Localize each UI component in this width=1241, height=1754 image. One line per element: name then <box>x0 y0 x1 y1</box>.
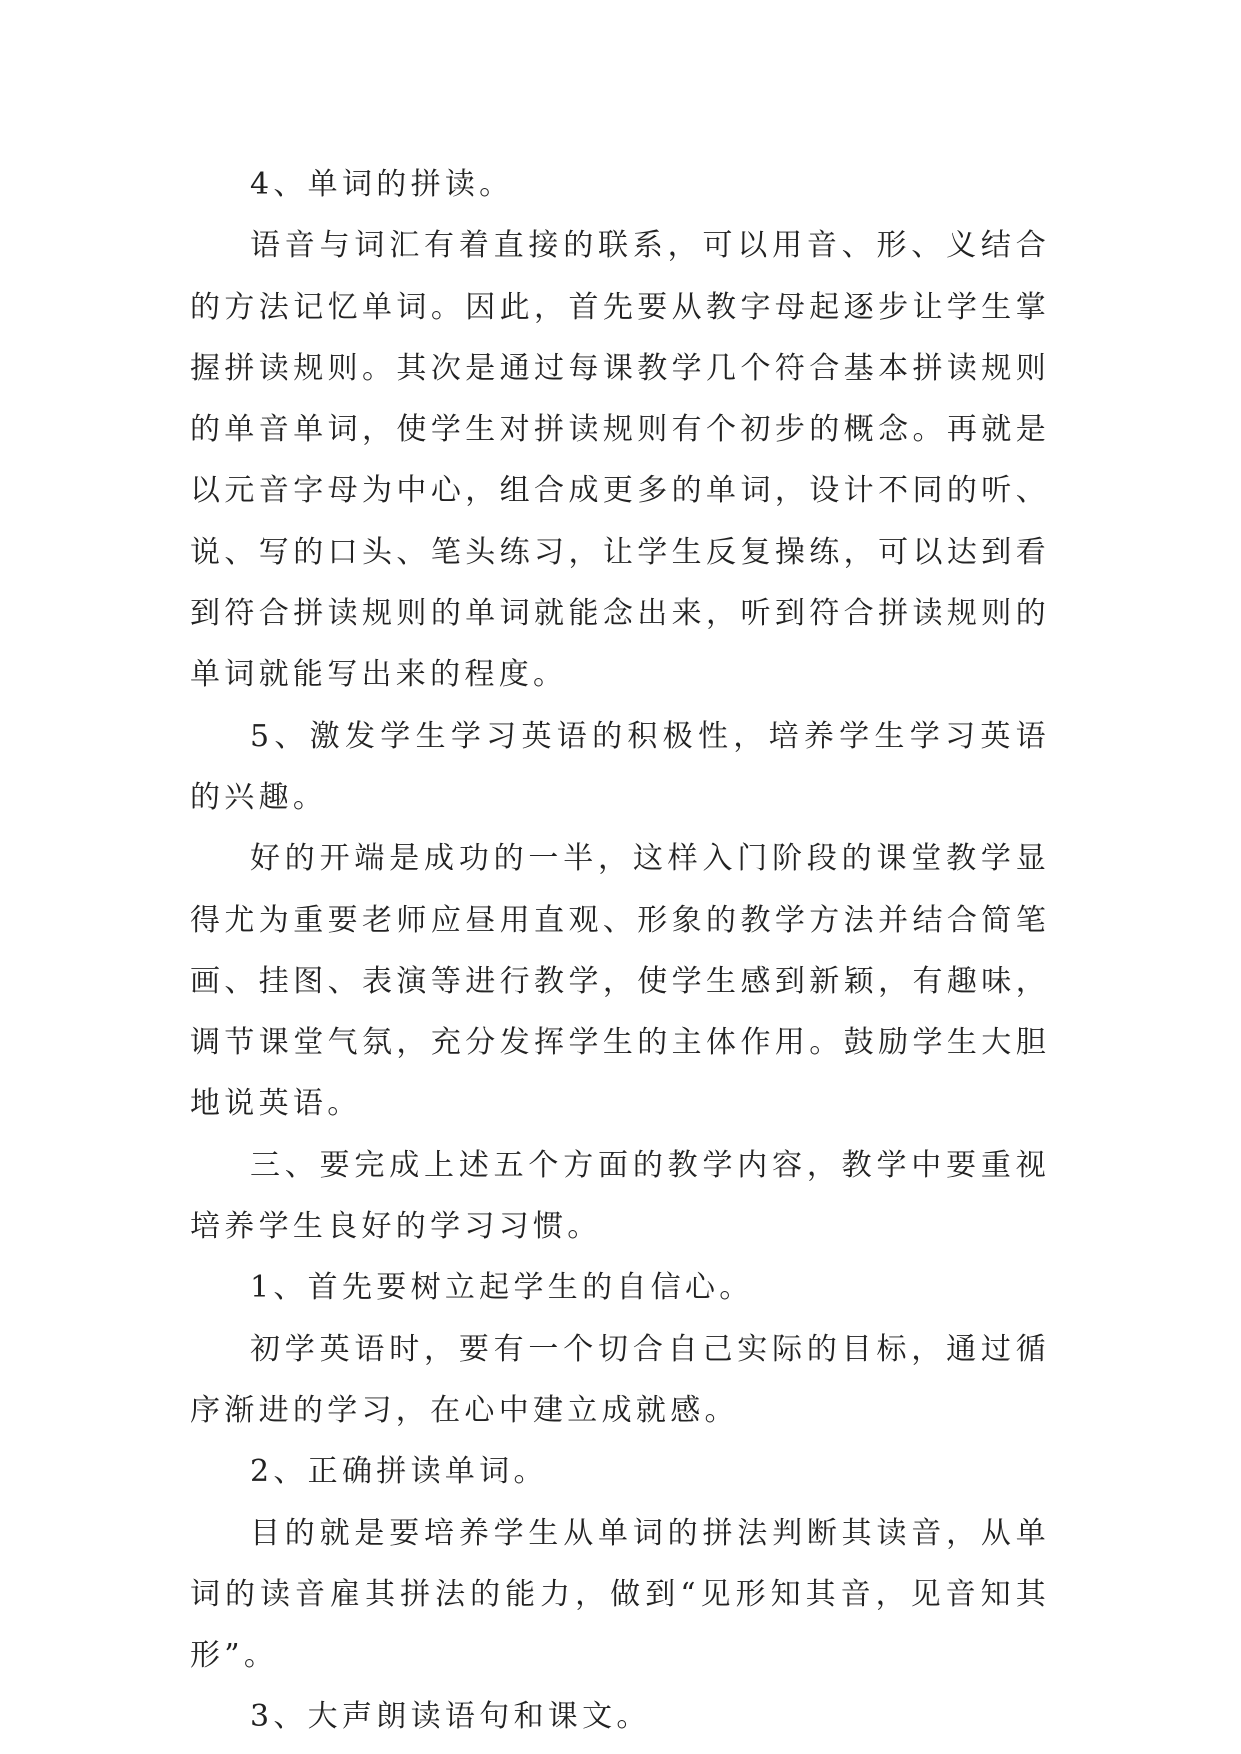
paragraph-confidence-body: 初学英语时，要有一个切合自己实际的目标，通过循序渐进的学习，在心中建立成就感。 <box>190 1331 1050 1428</box>
document-body <box>190 154 1050 1748</box>
paragraph-motivation-body: 好的开端是成功的一半，这样入门阶段的课堂教学显得尤为重要老师应昼用直观、形象的教学方法并结合简笔画、挂图、表演等进行教学，使学生感到新颖，有趣味，调节课堂气氛，充分发挥学生的主体作用。鼓励学生大胆地说英语。 <box>190 841 1050 1122</box>
paragraph-heading-study-habits: 三、要完成上述五个方面的教学内容，教学中要重视培养学生良好的学习习惯。 <box>190 1147 1050 1245</box>
paragraph-heading-motivation: 5、激发学生学习英语的积极性，培养学生学习英语的兴趣。 <box>190 718 1050 815</box>
paragraph-heading-confidence: 1、首先要树立起学生的自信心。 <box>250 1270 754 1306</box>
paragraph-heading-read-aloud: 3、大声朗读语句和课文。 <box>250 1699 651 1735</box>
paragraph-correct-spelling-body: 目的就是要培养学生从单词的拼法判断其读音，从单词的读音雇其拼法的能力，做到“见形知其音，见音知其形”。 <box>190 1515 1050 1674</box>
paragraph-heading-correct-spelling: 2、正确拼读单词。 <box>250 1454 548 1490</box>
paragraph-heading-word-spelling: 4、单词的拼读。 <box>250 167 514 202</box>
paragraph-word-spelling-body: 语音与词汇有着直接的联系，可以用音、形、义结合的方法记忆单词。因此，首先要从教字母起逐步让学生掌握拼读规则。其次是通过每课教学几个符合基本拼读规则的单音单词，使学生对拼读规则有个初步的概念。再就是以元音字母为中心，组合成更多的单词，设计不同的听、说、写的口头、笔头练习，让学生反复操练，可以达到看到符合拼读规则的单词就能念出来，听到符合拼读规则的单词就能写出来的程度。 <box>190 228 1050 693</box>
